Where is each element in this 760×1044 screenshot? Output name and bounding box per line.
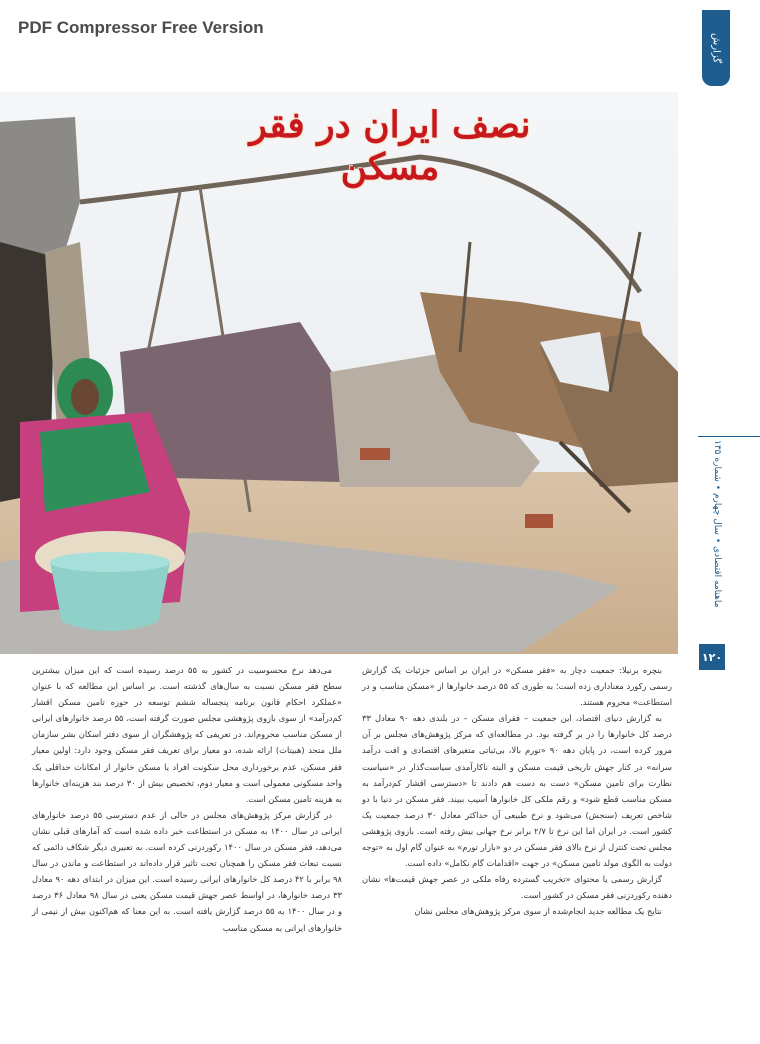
page-number: ۱۲۰ (699, 644, 725, 670)
paragraph: نتایج یک مطالعه جدید انجام‌شده از سوی مرکز پژوهش‌های مجلس نشان (414, 906, 662, 917)
section-tab (702, 10, 730, 86)
column-right (362, 662, 672, 962)
side-divider (698, 436, 760, 437)
column-left (32, 662, 342, 962)
paragraph: بنچره برنیلا: جمعیت دچار به «فقر مسکن» در ایران بر اساس جزئیات یک گزارش رسمی رکورد معناداری زده است؛ به طوری که ۵۵ درصد خانوارها از «مسکن مناسب و در استطاعت» محروم هستند. (362, 665, 672, 708)
paragraph: می‌دهد نرخ محسوسیت در کشور به ۵۵ درصد رسیده است که این میزان بیشترین سطح فقر مسکن نسبت به سال‌های گذشته است. بر اساس این مطالعه که با عنوان «عملکرد احکام قانون برنامه پنجساله ششم توسعه در حوزه تامین مسکن اقشار کم‌درآمد» از سوی بازوی پژوهشی مجلس صورت گرفته است، ۵۵ درصد خانوارهای ایرانی از مسکن مناسب محروم‌اند. در تعریفی که پژوهشگران از سوی دفتر اسکان بشر سازمان ملل متحد (هبیتات) ارائه شده، دو معیار برای تعریف فقر مسکن وجود دارد: اولین معیار فقر مسکن، عدم برخورداری محل سکونت افراد یا مسکن خانوار از امکانات حداقلی یک واحد مسکونی معمولی است و معیار دوم، تخصیص بیش از ۳۰ درصد بند هزینه‌ای خانوارها به هزینه تامین مسکن است. (32, 665, 342, 804)
side-issue-info: ماهنامه اقتصادی • سال چهارم • شماره ۱۳۵ (712, 440, 722, 608)
article-headline: نصف ایران در فقر مسکن (249, 104, 531, 188)
section-tab-label: گزارش (710, 32, 722, 64)
watermark-text: PDF Compressor Free Version (18, 18, 264, 37)
paragraph: به گزارش دنیای اقتصاد، این جمعیت – فقرای مسکن – در بلندی دهه ۹۰ معادل ۳۳ درصد کل خانوارها را در بر گرفته بود. در مطالعه‌ای که مرکز پژوهش‌های مجلس بر آن مرور کرده است، در پایان دهه ۹۰ «تورم بالا، بی‌ثباتی متغیرهای اقتصادی و افت درآمد سرانه» در کنار جهش تاریخی قیمت مسکن و البته ناکارآمدی سیاست‌گذار در «سیاست نظارت برای تامین مسکن» دست به دست هم دادند تا «دسترسی اقشار کم‌درآمد به مسکن مناسب قطع شود» و رقم ملکی کل خانوارها آسیب ببیند. فقر مسکن در دنیا با دو شاخص تعریف (سنجش) می‌شود و نرخ طبیعی آن حداکثر معادل ۳۰ درصد جمعیت یک کشور است. در ایران اما این نرخ تا ۲/۷ برابر نرخ جهانی بیش رفته است. بازوی پژوهشی مجلس تحت کنترل از نرخ بالای فقر مسکن در دو «بازار تورم» به عنوان گام اول به «توجه دولت به الگوی مولد تامین مسکن» در جهت «اقدامات گام نکامل» داده است. (362, 713, 672, 869)
paragraph: در گزارش مرکز پژوهش‌های مجلس در حالی از عدم دسترسی ۵۵ درصد خانوارهای ایرانی در سال ۱۴۰۰ به مسکن در استطاعت خبر داده شده است که آمارهای قبلی نشان می‌دهد، فقر مسکن در سال ۱۴۰۰ رکوردزنی کرده است. به تعبیری دیگر شکاف دائمی که نسبت تبعات فقر مسکن را همچنان تحت تاثیر قرار داده‌اند در استطاعت و ماندن در سال ۹۸ برابر با ۴۲ درصد کل خانوارهای ایرانی رسیده است. این میزان در ابتدای دهه ۹۰ معادل ۳۳ درصد خانوارها، در اواسط عصر جهش قیمت مسکن یعنی در سال ۹۸ معادل ۳۶ درصد و در سال ۱۴۰۰ به ۵۵ درصد گزارش یافته است. به این معنا که هم‌اکنون بیش از نیمی از خانوارهای ایرانی به مسکن مناسب (32, 809, 343, 933)
paragraph: گزارش رسمی یا محتوای «تخریب گسترده رفاه ملکی در عصر جهش قیمت‌ها» نشان دهنده رکوردزنی فقر مسکن در کشور است. (362, 874, 672, 901)
article-body (32, 662, 672, 962)
